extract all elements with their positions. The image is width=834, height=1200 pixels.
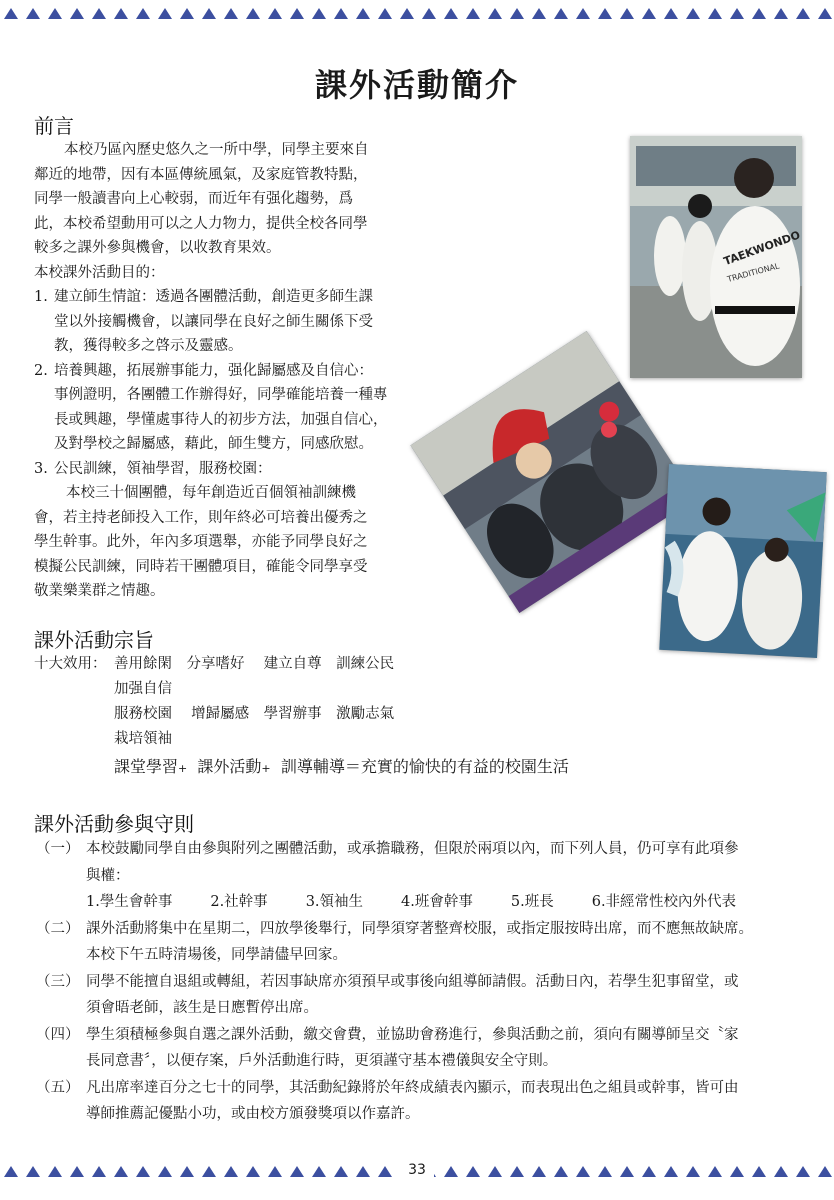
page-number: 33 [400, 1162, 434, 1178]
rule-sub-item: 1.學生會幹事 [86, 894, 173, 910]
top-border-triangles [0, 6, 834, 20]
page-title: 課外活動簡介 [314, 66, 519, 104]
effects-line: 善用餘閑 分享嗜好 建立自尊 訓練公民 [114, 656, 395, 672]
rule-line: 長同意書〞，以便存案，戶外活動進行時，更須謹守基本禮儀與安全守則。 [86, 1053, 558, 1069]
rule-sub-items [86, 889, 816, 916]
rule-line: 本校鼓勵同學自由參與附列之團體活動，或承擔職務，但限於兩項以內，而下列人員，仍可享有此項參 [86, 841, 739, 857]
formula-plus: + [261, 762, 271, 775]
photo-caption-text: TRADITIONAL [726, 261, 781, 284]
aims-list [34, 285, 414, 604]
aim3-paragraph [34, 481, 414, 604]
taekwondo-photo [630, 136, 802, 378]
rule-line: 凡出席率達百分之七十的同學，其活動紀錄將於年終成績表內顯示，而表現出色之組員或幹事，皆可由 [86, 1079, 739, 1096]
rule-sub-item: 5.班長 [510, 894, 554, 910]
formula-result: ＝充實的愉快的有益的校園生活 [344, 757, 569, 776]
aim-item [34, 359, 414, 457]
rule-item [36, 916, 816, 969]
top-border [0, 6, 834, 20]
aim-line: 建立師生情誼：透過各團體活動，創造更多師生課 [54, 289, 373, 305]
aim-number: 2. [34, 362, 48, 379]
formula-term: 訓導輔導 [280, 757, 345, 776]
photo-caption-text: TAEKWONDO [721, 228, 802, 269]
rule-line: 課外活動將集中在星期二，四放學後舉行，同學須穿著整齊校服，或指定服按時出席，而不應無故缺席。 [86, 920, 753, 937]
rule-number: （一） [36, 841, 80, 857]
rule-item [36, 1022, 816, 1075]
rule-line: 導師推薦記優點小功，或由校方頒發獎項以作嘉許。 [86, 1106, 420, 1122]
rule-line: 須會晤老師，該生是日應暫停出席。 [86, 1000, 318, 1016]
intro-line: 此，本校希望動用可以之人力物力，提供全校各同學 [34, 215, 368, 232]
karate-photo [659, 464, 827, 658]
intro-heading: 前言 [34, 114, 74, 138]
rule-number: （五） [36, 1079, 80, 1096]
rule-sub-item: 2.社幹事 [210, 894, 268, 910]
intro-line: 鄰近的地帶，因有本區傳統風氣，及家庭管教特點， [34, 166, 368, 183]
rule-line: 本校下午五時清場後，同學請儘早回家。 [86, 947, 347, 963]
aim-line: 教，獲得較多之啓示及靈感。 [54, 338, 243, 354]
aim3-line: 模擬公民訓練，同時若干團體項目，確能令同學享受 [34, 558, 368, 575]
formula-term: 課堂學習 [114, 757, 179, 776]
intro-line: 較多之課外參與機會，以收教育果效。 [34, 240, 281, 256]
rule-item [36, 1075, 816, 1128]
aim-line: 事例證明，各團體工作辦得好，同學確能培養一種專 [54, 387, 388, 403]
aim3-line: 學生幹事。此外，年內多項選舉，亦能予同學良好之 [34, 534, 368, 550]
aim3-line: 本校三十個團體，每年創造近百個領袖訓練機 [66, 485, 356, 501]
formula-plus: + [178, 762, 188, 775]
rule-sub-item: 4.班會幹事 [401, 894, 473, 910]
aim3-line: 會，若主持老師投入工作，則年終必可培養出優秀之 [34, 509, 368, 526]
intro-line: 同學一般讀書向上心較弱，而近年有强化趨勢，爲 [34, 191, 353, 207]
rule-item [36, 969, 816, 1022]
aim-line: 培養興趣，拓展辦事能力，强化歸屬感及自信心： [54, 362, 373, 379]
effects-line: 服務校園 增歸屬感 學習辦事 激勵志氣 [114, 706, 395, 722]
aim-number: 1. [34, 289, 48, 305]
rules-heading: 課外活動參與守則 [34, 812, 194, 836]
rule-line: 同學不能擅自退組或轉組，若因事缺席亦須預早或事後向組導師請假。活動日內，若學生犯事留堂，或 [86, 973, 739, 990]
aim-item [34, 457, 414, 482]
activity-formula [114, 754, 569, 777]
rule-sub-item: 3.領袖生 [305, 894, 364, 910]
effects-list [114, 652, 394, 752]
aims-label: 本校課外活動目的： [34, 264, 165, 281]
aim-item [34, 285, 414, 359]
aim-line: 及對學校之歸屬感，藉此，師生雙方，同感欣慰。 [54, 436, 373, 452]
rule-line: 學生須積極參與自選之課外活動，繳交會費，並協助會務進行，參與活動之前，須向有關導師呈交〝家 [86, 1026, 739, 1043]
aim-line: 堂以外接觸機會，以讓同學在良好之師生關係下受 [54, 313, 373, 330]
formula-term: 課外活動 [197, 757, 262, 776]
rule-number: （三） [36, 973, 80, 990]
intro-line: 本校乃區內歷史悠久之一所中學，同學主要來自 [64, 142, 369, 158]
rule-line: 與權： [86, 867, 130, 884]
aim-line: 長或興趣，學懂處事待人的初步方法，加强自信心， [54, 411, 388, 428]
effects-line: 加强自信 [114, 681, 172, 697]
rule-number: （二） [36, 920, 80, 937]
effects-line: 栽培領袖 [114, 731, 172, 747]
aim-line: 公民訓練，領袖學習，服務校園： [54, 460, 272, 477]
effects-label: 十大效用： [34, 656, 107, 672]
rule-sub-item: 6.非經常性校內外代表 [591, 894, 737, 910]
rule-item [36, 836, 816, 916]
rule-number: （四） [36, 1026, 80, 1043]
rules-list [36, 836, 816, 1128]
intro-paragraph [34, 138, 414, 285]
aim-number: 3. [34, 460, 48, 477]
purpose-heading: 課外活動宗旨 [34, 628, 154, 652]
aim3-line: 敬業樂業群之情趣。 [34, 583, 165, 599]
